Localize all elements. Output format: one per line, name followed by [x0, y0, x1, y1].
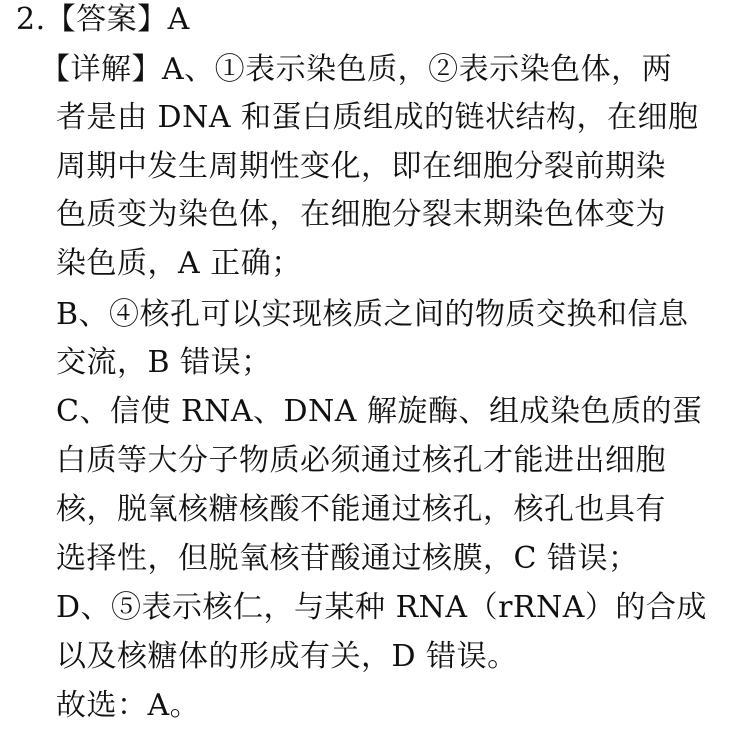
- explanation-line: 周期中发生周期性变化，即在细胞分裂前期染: [56, 149, 666, 184]
- explanation-line: C、信使 RNA、DNA 解旋酶、组成染色质的蛋: [56, 394, 703, 429]
- answer-line: 2.【答案】A: [16, 2, 190, 37]
- explanation-line: 以及核糖体的形成有关，D 错误。: [56, 639, 518, 674]
- explanation-line: 【详解】A、①表示染色质，②表示染色体，两: [40, 52, 673, 87]
- explanation-line: 交流，B 错误；: [56, 345, 272, 380]
- explanation-line: 染色质，A 正确；: [56, 246, 302, 281]
- explanation-line: 者是由 DNA 和蛋白质组成的链状结构，在细胞: [56, 100, 699, 135]
- explanation-line: B、④核孔可以实现核质之间的物质交换和信息: [56, 297, 689, 332]
- conclusion-line: 故选：A。: [56, 688, 201, 723]
- explanation-line: 色质变为染色体，在细胞分裂末期染色体变为: [56, 197, 666, 232]
- explanation-line: 选择性，但脱氧核苷酸通过核膜，C 错误；: [56, 541, 639, 576]
- explanation-line: 核，脱氧核糖核酸不能通过核孔，核孔也具有: [56, 492, 666, 527]
- explanation-line: 白质等大分子物质必须通过核孔才能进出细胞: [56, 443, 666, 478]
- explanation-line: D、⑤表示核仁，与某种 RNA（rRNA）的合成: [56, 590, 707, 625]
